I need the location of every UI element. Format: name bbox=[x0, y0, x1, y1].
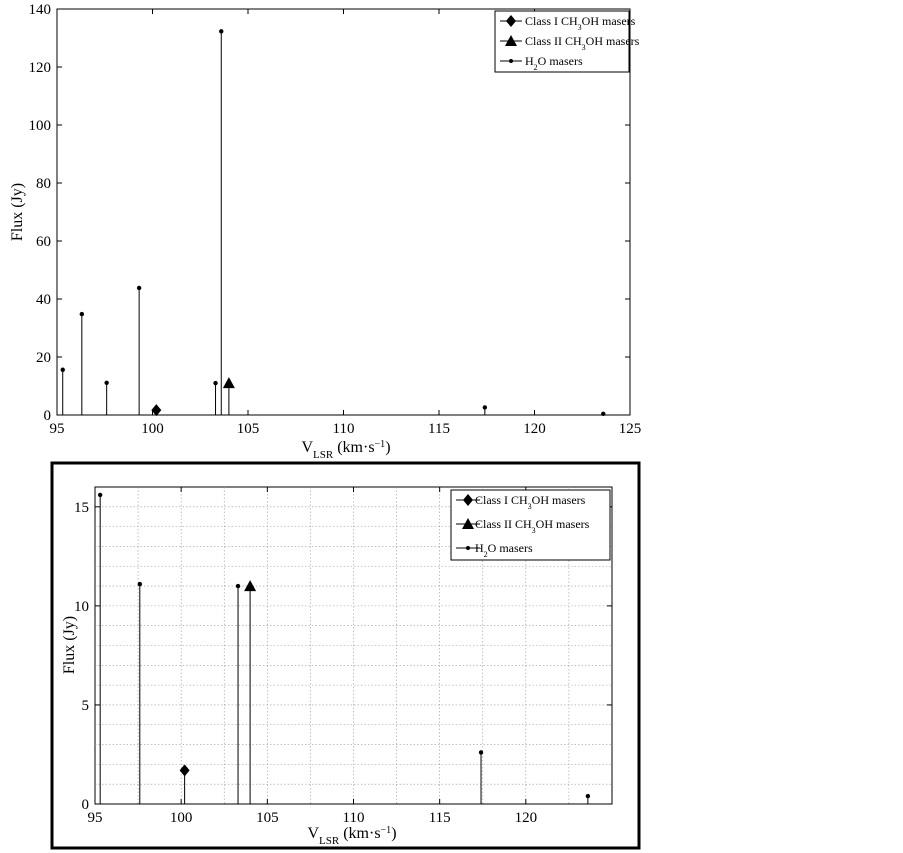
x-tick-label: 95 bbox=[87, 810, 103, 826]
x-axis-label bbox=[307, 825, 396, 848]
legend bbox=[495, 11, 640, 72]
x-axis-label-sub: LSR bbox=[313, 449, 334, 461]
h2o-maser-point bbox=[601, 412, 605, 416]
legend-label-class1: Class I $CH_3OH$ masers bbox=[525, 14, 636, 32]
x-axis-label-exp: −1 bbox=[380, 824, 392, 836]
x-tick-label: 120 bbox=[523, 421, 546, 437]
h2o-maser-point bbox=[213, 381, 217, 385]
h2o-maser-point bbox=[138, 582, 142, 586]
legend-dot-marker bbox=[509, 59, 513, 63]
x-axis-label-exp: −1 bbox=[374, 438, 386, 450]
x-axis-label-unit: (km·s bbox=[333, 439, 375, 456]
x-tick-label: 115 bbox=[428, 421, 450, 437]
x-tick-labels bbox=[88, 810, 538, 826]
h2o-maser-point bbox=[80, 312, 84, 316]
y-tick-label: 140 bbox=[28, 2, 51, 18]
h2o-maser-point bbox=[236, 584, 240, 588]
x-axis-label-close: ) bbox=[385, 439, 391, 456]
x-tick-label: 120 bbox=[514, 810, 538, 826]
y-tick-label: 5 bbox=[81, 697, 89, 714]
y-tick-label: 20 bbox=[36, 350, 51, 366]
x-tick-label: 105 bbox=[236, 421, 260, 437]
x-axis-label-main: V bbox=[307, 825, 320, 842]
legend-label-h2o: $H_2O$ masers bbox=[525, 54, 583, 72]
legend bbox=[451, 490, 610, 560]
y-axis-label: Flux (Jy) bbox=[9, 182, 26, 242]
legend-label-class2: Class II $CH_3OH$ masers bbox=[475, 517, 590, 535]
h2o-maser-point bbox=[137, 286, 141, 290]
h2o-maser-point bbox=[219, 29, 223, 33]
h2o-maser-point bbox=[586, 794, 590, 798]
y-tick-labels bbox=[29, 2, 52, 424]
top-maser-chart bbox=[9, 2, 641, 461]
x-tick-label: 100 bbox=[141, 421, 164, 437]
y-tick-label: 15 bbox=[74, 499, 89, 516]
legend-label-class1: Class I $CH_3OH$ masers bbox=[475, 493, 586, 511]
y-tick-label: 60 bbox=[36, 234, 51, 250]
x-tick-label: 115 bbox=[428, 810, 451, 826]
x-tick-label: 110 bbox=[342, 810, 365, 826]
bottom-maser-chart bbox=[61, 487, 612, 847]
x-axis-label-unit: (km·s bbox=[339, 825, 381, 842]
y-tick-label: 80 bbox=[36, 176, 51, 192]
x-tick-label: 105 bbox=[256, 810, 279, 826]
y-tick-label: 100 bbox=[28, 118, 51, 134]
x-axis-label bbox=[301, 439, 390, 462]
legend-label-class2: Class II $CH_3OH$ masers bbox=[525, 34, 640, 52]
h2o-maser-point bbox=[479, 750, 483, 754]
legend-dot-marker bbox=[466, 546, 470, 550]
x-axis-label-sub: LSR bbox=[319, 835, 340, 847]
y-tick-label: 120 bbox=[28, 60, 51, 76]
x-tick-label: 125 bbox=[618, 421, 642, 437]
y-tick-label: 10 bbox=[74, 598, 89, 615]
y-tick-label: 40 bbox=[36, 292, 51, 308]
x-tick-labels bbox=[50, 421, 642, 437]
h2o-maser-point bbox=[98, 493, 102, 497]
x-tick-label: 110 bbox=[332, 421, 355, 437]
x-axis-label-main: V bbox=[301, 439, 314, 456]
x-tick-label: 100 bbox=[169, 810, 193, 826]
x-tick-label: 95 bbox=[49, 421, 65, 437]
h2o-maser-point bbox=[61, 368, 65, 372]
legend-label-h2o: $H_2O$ masers bbox=[475, 541, 533, 559]
h2o-maser-point bbox=[104, 381, 108, 385]
y-tick-label: 0 bbox=[43, 408, 51, 424]
y-axis-label: Flux (Jy) bbox=[61, 615, 78, 675]
h2o-maser-point bbox=[483, 405, 487, 409]
x-axis-label-close: ) bbox=[391, 825, 397, 842]
y-tick-label: 0 bbox=[81, 797, 89, 813]
